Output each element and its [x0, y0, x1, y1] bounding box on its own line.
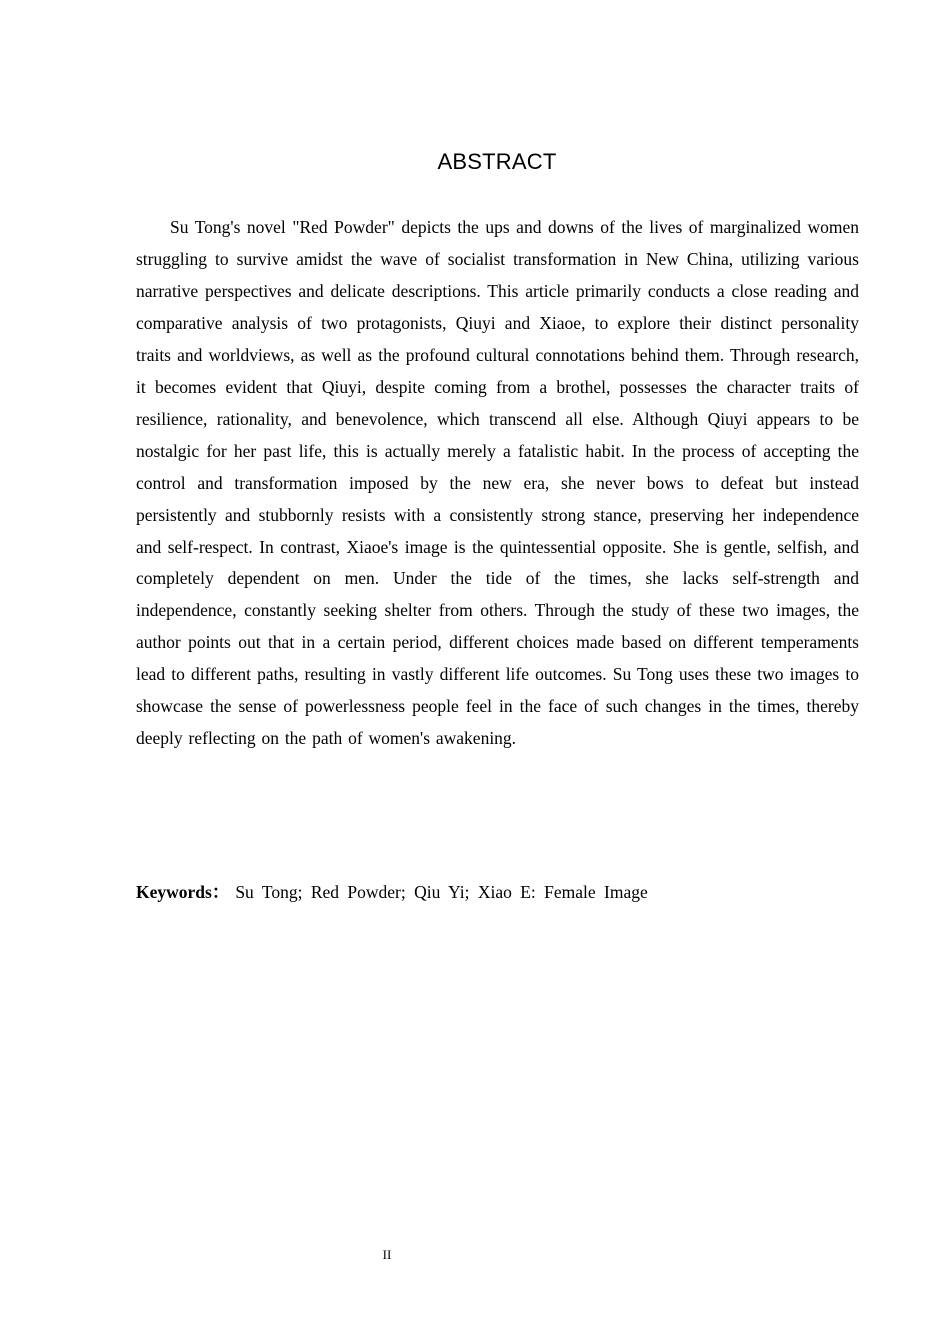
abstract-heading: ABSTRACT [437, 149, 557, 174]
keywords-values: Su Tong; Red Powder; Qiu Yi; Xiao E: Female Image [235, 882, 648, 902]
page-number: II [382, 1247, 392, 1262]
keywords-label: Keywords： [136, 882, 230, 902]
abstract-paragraph: Su Tong's novel "Red Powder" depicts the ups and downs of the lives of marginalized women struggling to survive amidst the wave of socialist transformation in New China, utilizing various narrative perspectives and delicate descriptions. This article primarily conducts a close reading and comparative analysis of two protagonists, Qiuyi and Xiaoe, to explore their distinct personality traits and worldviews, as well as the profound cultural connotations behind them. Through research, it becomes evident that Qiuyi, despite coming from a brothel, possesses the character traits of resilience, rationality, and benevolence, which transcend all else. Although Qiuyi appears to be nostalgic for her past life, this is actually merely a fatalistic habit. In the process of accepting the control and transformation imposed by the new era, she never bows to defeat but instead persistently and stubbornly resists with a consistently strong stance, preserving her independence and self-respect. In contrast, Xiaoe's image is the quintessential opposite. She is gentle, selfish, and completely dependent on men. Under the tide of the times, she lacks self-strength and independence, constantly seeking shelter from others. Through the study of these two images, the author points out that in a certain period, different choices made based on different temperaments lead to different paths, resulting in vastly different life outcomes. Su Tong uses these two images to showcase the sense of powerlessness people feel in the face of such changes in the times, thereby deeply reflecting on the path of women's awakening. [136, 217, 859, 749]
keywords-line [136, 877, 859, 907]
